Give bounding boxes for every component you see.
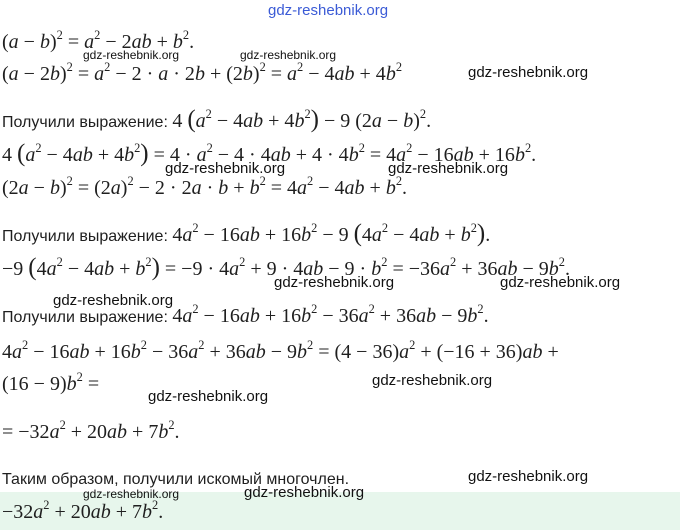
formula-line-8: = $-32a^2 + 20ab + 7b^2$. (2, 418, 180, 443)
watermark-3: gdz-reshebnik.org (388, 160, 509, 177)
label-got-expression-2: Получили выражение: (2, 228, 173, 245)
watermark-10: gdz-reshebnik.org (244, 484, 365, 501)
watermark-small-3: gdz-reshebnik.org (83, 487, 180, 501)
watermark-4: gdz-reshebnik.org (274, 274, 395, 291)
formula-line-7: $(16 - 9)b^2$ = (2, 370, 100, 395)
watermark-small-1: gdz-reshebnik.org (83, 48, 180, 62)
watermark-8: gdz-reshebnik.org (148, 388, 269, 405)
formula-line-6: $4a^2 - 16ab + 16b^2 - 36a^2 + 36ab - 9b^2 = (4 - 36)a^2 + (-16 + 36)ab$ + (2, 338, 559, 363)
formula-line-5: −9 $(4a^2 - 4ab + b^2) = -9 \cdot 4a^2 + 9 \cdot 4ab - 9 \cdot b^2 = -36a^2 + 36ab - 9b^2$. (2, 254, 570, 281)
watermark-top: gdz-reshebnik.org (268, 2, 389, 19)
formula-line-3: 4 $(a^2 - 4ab + 4b^2) = 4 \cdot a^2 - 4 \cdot 4ab + 4 \cdot 4b^2 = 4a^2 - 16ab + 16b^2$. (2, 140, 537, 167)
formula-line-1: $(a - b)^2 = a^2 - 2ab + b^2$. (2, 28, 195, 53)
answer-polynomial: $-32a^2 + 20ab + 7b^2$. (2, 498, 164, 523)
watermark-1: gdz-reshebnik.org (468, 64, 589, 81)
label-got-expression-1: Получили выражение: (2, 114, 173, 131)
watermark-5: gdz-reshebnik.org (500, 274, 621, 291)
expression-line-1: Получили выражение: 4 $(a^2 - 4ab + 4b^2) - 9$ $(2a - b)^2$. (2, 106, 432, 133)
watermark-2: gdz-reshebnik.org (165, 160, 286, 177)
formula-line-4: $(2a - b)^2 = (2a)^2 - 2 \cdot 2a \cdot b + b^2 = 4a^2 - 4ab + b^2$. (2, 174, 408, 199)
expression-line-2: Получили выражение: $4a^2 - 16ab + 16b^2 - 9$ $(4a^2 - 4ab + b^2)$. (2, 220, 491, 247)
label-got-expression-3: Получили выражение: (2, 309, 173, 326)
formula-line-2: $(a - 2b)^2 = a^2 - 2 \cdot a \cdot 2b + (2b)^2 = a^2 - 4ab + 4b^2$ (2, 60, 403, 85)
conclusion-text: Таким образом, получили искомый многочлен. (2, 471, 350, 488)
watermark-small-2: gdz-reshebnik.org (240, 48, 337, 62)
watermark-6: gdz-reshebnik.org (53, 292, 174, 309)
watermark-7: gdz-reshebnik.org (372, 372, 493, 389)
watermark-9: gdz-reshebnik.org (468, 468, 589, 485)
expression-line-3: Получили выражение: $4a^2 - 16ab + 16b^2 - 36a^2 + 36ab - 9b^2$. (2, 302, 489, 327)
